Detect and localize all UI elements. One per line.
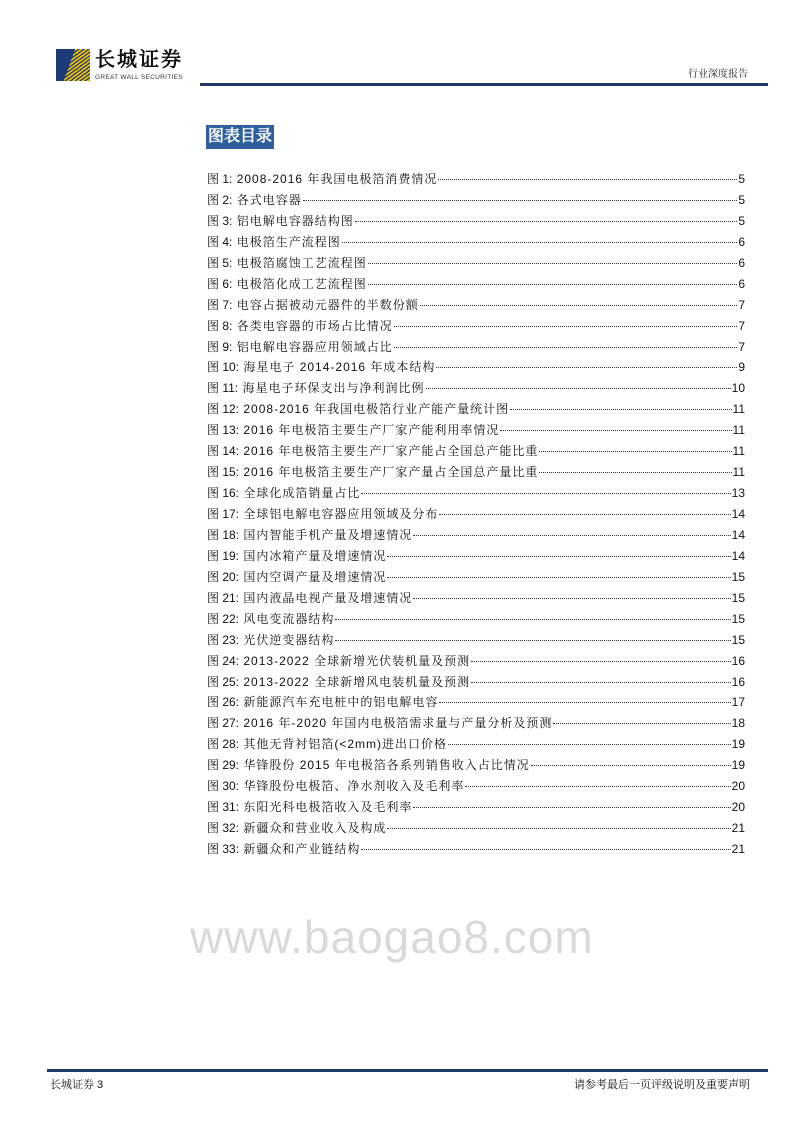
toc-entry-label: 图 3: bbox=[207, 213, 233, 228]
dot-leader bbox=[539, 451, 731, 452]
dot-leader bbox=[335, 619, 730, 620]
toc-entry-page: 7 bbox=[738, 339, 745, 354]
toc-entry-text: 光伏逆变器结构 bbox=[243, 632, 335, 647]
toc-entry-title bbox=[207, 818, 386, 839]
dot-leader bbox=[465, 786, 730, 787]
toc-entry[interactable] bbox=[207, 357, 745, 378]
toc-entry-label: 图 28: bbox=[207, 737, 240, 752]
toc-entry-title bbox=[207, 211, 354, 232]
toc-entry-text: 各类电容器的市场占比情况 bbox=[236, 318, 393, 333]
toc-entry-page: 6 bbox=[738, 234, 745, 249]
dot-leader bbox=[413, 598, 730, 599]
toc-entry-page: 11 bbox=[732, 444, 745, 459]
toc-entry-label: 图 32: bbox=[207, 821, 240, 836]
toc-entry-page: 15 bbox=[731, 611, 745, 626]
toc-entry-text: 海星电子 2014-2016 年成本结构 bbox=[243, 360, 436, 375]
toc-entry-label: 图 11: bbox=[207, 381, 239, 396]
toc-entry-title bbox=[207, 399, 509, 420]
toc-entry-page: 13 bbox=[731, 486, 745, 501]
toc-entry[interactable] bbox=[207, 169, 745, 190]
toc-entry-text: 2016 年电极箔主要生产厂家产量占全国总产量比重 bbox=[243, 465, 539, 480]
toc-entry-label: 图 12: bbox=[207, 402, 240, 417]
dot-leader bbox=[394, 326, 738, 327]
toc-entry-text: 新疆众和产业链结构 bbox=[243, 842, 361, 856]
toc-entry-page: 5 bbox=[738, 192, 745, 207]
toc-entry[interactable] bbox=[207, 483, 745, 504]
toc-entry-text: 全球化成箔销量占比 bbox=[243, 486, 361, 501]
toc-entry-title bbox=[207, 692, 438, 713]
toc-entry-page: 9 bbox=[738, 360, 745, 375]
toc-entry-page: 14 bbox=[731, 527, 745, 542]
toc-entry-page: 6 bbox=[738, 276, 745, 291]
toc-entry[interactable] bbox=[207, 630, 745, 651]
report-type: 行业深度报告 bbox=[688, 69, 748, 80]
toc-entry-text: 国内智能手机产量及增速情况 bbox=[243, 527, 413, 542]
toc-entry-text: 风电变流器结构 bbox=[243, 611, 335, 626]
toc-entry[interactable] bbox=[207, 316, 745, 337]
toc-entry-title bbox=[207, 713, 552, 734]
toc-entry[interactable] bbox=[207, 755, 745, 776]
toc-entry-page: 21 bbox=[731, 842, 745, 856]
dot-leader bbox=[387, 556, 730, 557]
toc-entry-text: 海星电子环保支出与净利润比例 bbox=[242, 381, 425, 396]
dot-leader bbox=[303, 200, 738, 201]
toc-entry-title bbox=[207, 169, 437, 190]
toc-entry-title bbox=[207, 357, 435, 378]
toc-entry-label: 图 10: bbox=[207, 360, 240, 375]
toc-entry-title bbox=[207, 337, 393, 358]
toc-entry-page: 14 bbox=[731, 548, 745, 563]
toc-entry[interactable] bbox=[207, 651, 745, 672]
toc-entry-page: 11 bbox=[732, 465, 745, 480]
toc-entry[interactable] bbox=[207, 734, 745, 755]
toc-entry-title bbox=[207, 378, 425, 399]
header-divider bbox=[200, 83, 768, 86]
brand-name-cn: 长城证券 bbox=[95, 47, 183, 71]
brand-name-en: GREAT WALL SECURITIES bbox=[95, 74, 183, 81]
toc-entry-label: 图 1: bbox=[207, 172, 233, 186]
dot-leader bbox=[448, 744, 731, 745]
toc-entry[interactable] bbox=[207, 776, 745, 797]
dot-leader bbox=[387, 577, 730, 578]
toc-entry-title bbox=[207, 441, 538, 462]
dot-leader bbox=[335, 640, 730, 641]
dot-leader bbox=[361, 849, 730, 850]
toc-entry-page: 6 bbox=[738, 255, 745, 270]
dot-leader bbox=[471, 682, 731, 683]
dot-leader bbox=[436, 367, 737, 368]
toc-entry-title bbox=[207, 190, 302, 211]
toc-entry-title bbox=[207, 651, 470, 672]
toc-entry[interactable] bbox=[207, 818, 745, 839]
toc-entry-text: 电极箔腐蚀工艺流程图 bbox=[236, 255, 367, 270]
dot-leader bbox=[553, 723, 730, 724]
toc-entry-label: 图 25: bbox=[207, 674, 240, 689]
toc-entry-page: 5 bbox=[738, 172, 745, 186]
toc-entry-page: 18 bbox=[731, 716, 745, 731]
toc-entry[interactable] bbox=[207, 232, 745, 253]
toc-entry-title bbox=[207, 672, 470, 693]
toc-entry-title bbox=[207, 274, 367, 295]
toc-title: 图表目录 bbox=[206, 125, 274, 149]
toc-entry-label: 图 30: bbox=[207, 779, 240, 794]
toc-entry-page: 16 bbox=[731, 674, 745, 689]
toc-entry-page: 11 bbox=[732, 402, 745, 417]
toc-entry-title bbox=[207, 567, 386, 588]
toc-entry-label: 图 29: bbox=[207, 758, 240, 773]
toc-entry-title bbox=[207, 609, 334, 630]
dot-leader bbox=[439, 702, 730, 703]
toc-entry-page: 11 bbox=[732, 423, 745, 438]
toc-entry-text: 电极箔化成工艺流程图 bbox=[236, 276, 367, 291]
toc-entry[interactable] bbox=[207, 672, 745, 693]
toc-entry-label: 图 19: bbox=[207, 548, 240, 563]
toc-entry[interactable] bbox=[207, 399, 745, 420]
dot-leader bbox=[539, 472, 731, 473]
toc-entry-text: 全球铝电解电容器应用领域及分布 bbox=[243, 507, 439, 521]
toc-entry-text: 2016 年-2020 年国内电极箔需求量与产量分析及预测 bbox=[243, 716, 553, 731]
toc-entry[interactable] bbox=[207, 797, 745, 818]
toc-entry-page: 15 bbox=[731, 632, 745, 647]
toc-entry-text: 2008-2016 年我国电极箔消费情况 bbox=[236, 172, 438, 186]
toc-entry[interactable] bbox=[207, 546, 745, 567]
toc-entry[interactable] bbox=[207, 567, 745, 588]
toc-entry-text: 电极箔生产流程图 bbox=[236, 234, 341, 249]
toc-entry-title bbox=[207, 546, 386, 567]
toc-entry-title bbox=[207, 630, 334, 651]
toc-entry[interactable] bbox=[207, 609, 745, 630]
dot-leader bbox=[531, 765, 731, 766]
toc-entry-label: 图 8: bbox=[207, 318, 233, 333]
toc-entry-text: 铝电解电容器结构图 bbox=[236, 213, 354, 228]
toc-entry-text: 华锋股份 2015 年电极箔各系列销售收入占比情况 bbox=[243, 758, 530, 773]
toc-entry-page: 14 bbox=[731, 507, 745, 521]
footer-divider bbox=[47, 1069, 768, 1072]
toc-entry-title bbox=[207, 797, 412, 818]
figure-toc-list bbox=[207, 169, 745, 860]
dot-leader bbox=[413, 807, 730, 808]
dot-leader bbox=[438, 179, 737, 180]
toc-entry-title bbox=[207, 776, 464, 797]
toc-entry[interactable] bbox=[207, 253, 745, 274]
toc-entry-label: 图 20: bbox=[207, 569, 240, 584]
dot-leader bbox=[361, 493, 730, 494]
toc-entry-title bbox=[207, 504, 438, 525]
toc-entry-page: 20 bbox=[731, 800, 745, 815]
toc-entry[interactable] bbox=[207, 337, 745, 358]
toc-entry-text: 2013-2022 全球新增光伏装机量及预测 bbox=[243, 653, 471, 668]
toc-entry-label: 图 2: bbox=[207, 192, 233, 207]
toc-entry-text: 电容占据被动元器件的半数份额 bbox=[236, 297, 419, 312]
dot-leader bbox=[342, 242, 738, 243]
toc-entry-label: 图 26: bbox=[207, 695, 240, 710]
toc-entry[interactable] bbox=[207, 713, 745, 734]
toc-entry-page: 16 bbox=[731, 653, 745, 668]
toc-entry-title bbox=[207, 232, 341, 253]
toc-entry-title bbox=[207, 253, 367, 274]
toc-entry-label: 图 17: bbox=[207, 507, 240, 521]
toc-entry-page: 17 bbox=[731, 695, 745, 710]
toc-entry-text: 东阳光科电极箔收入及毛利率 bbox=[243, 800, 413, 815]
dot-leader bbox=[426, 388, 731, 389]
toc-entry[interactable] bbox=[207, 525, 745, 546]
toc-entry-title bbox=[207, 483, 360, 504]
toc-entry-text: 国内液晶电视产量及增速情况 bbox=[243, 590, 413, 605]
watermark: www.baogao8.com bbox=[190, 911, 594, 963]
dot-leader bbox=[471, 661, 731, 662]
toc-entry-page: 7 bbox=[738, 318, 745, 333]
toc-entry-text: 新能源汽车充电桩中的铝电解电容 bbox=[243, 695, 439, 710]
toc-entry-label: 图 9: bbox=[207, 339, 233, 354]
toc-entry-title bbox=[207, 316, 393, 337]
toc-entry[interactable] bbox=[207, 274, 745, 295]
toc-entry-text: 2016 年电极箔主要生产厂家产能占全国总产能比重 bbox=[243, 444, 539, 459]
toc-entry-text: 铝电解电容器应用领域占比 bbox=[236, 339, 393, 354]
toc-entry-label: 图 14: bbox=[207, 444, 240, 459]
toc-entry-text: 2008-2016 年我国电极箔行业产能产量统计图 bbox=[243, 402, 510, 417]
toc-entry-page: 5 bbox=[738, 213, 745, 228]
toc-entry-label: 图 5: bbox=[207, 255, 233, 270]
toc-entry-title bbox=[207, 839, 360, 860]
toc-entry-text: 2016 年电极箔主要生产厂家产能利用率情况 bbox=[243, 423, 500, 438]
toc-entry-text: 其他无背衬铝箔(<2mm)进出口价格 bbox=[243, 737, 448, 752]
toc-entry-page: 10 bbox=[731, 381, 745, 396]
toc-entry-label: 图 24: bbox=[207, 653, 240, 668]
toc-entry-label: 图 6: bbox=[207, 276, 233, 291]
toc-entry-label: 图 7: bbox=[207, 297, 233, 312]
toc-entry-page: 15 bbox=[731, 590, 745, 605]
toc-entry-page: 20 bbox=[731, 779, 745, 794]
toc-entry-text: 华锋股份电极箔、净水剂收入及毛利率 bbox=[243, 779, 465, 794]
dot-leader bbox=[387, 828, 730, 829]
toc-entry[interactable] bbox=[207, 378, 745, 399]
toc-entry-title bbox=[207, 755, 530, 776]
toc-entry-label: 图 23: bbox=[207, 632, 240, 647]
dot-leader bbox=[500, 430, 731, 431]
toc-entry-title bbox=[207, 734, 447, 755]
toc-entry-text: 国内冰箱产量及增速情况 bbox=[243, 548, 387, 563]
footer-page-label: 长城证券 3 bbox=[50, 1079, 104, 1091]
toc-entry-label: 图 21: bbox=[207, 590, 240, 605]
toc-entry-page: 7 bbox=[738, 297, 745, 312]
toc-entry-label: 图 27: bbox=[207, 716, 240, 731]
toc-entry-title bbox=[207, 420, 499, 441]
toc-entry-page: 19 bbox=[731, 737, 745, 752]
toc-entry-label: 图 16: bbox=[207, 486, 240, 501]
toc-entry[interactable] bbox=[207, 588, 745, 609]
toc-entry[interactable] bbox=[207, 420, 745, 441]
toc-entry[interactable] bbox=[207, 211, 745, 232]
toc-entry-title bbox=[207, 588, 412, 609]
toc-entry[interactable] bbox=[207, 692, 745, 713]
toc-entry-label: 图 13: bbox=[207, 423, 240, 438]
dot-leader bbox=[394, 347, 738, 348]
toc-entry-title bbox=[207, 525, 412, 546]
toc-entry-page: 15 bbox=[731, 569, 745, 584]
toc-entry[interactable] bbox=[207, 190, 745, 211]
dot-leader bbox=[439, 514, 730, 515]
toc-entry-title bbox=[207, 295, 419, 316]
dot-leader bbox=[510, 409, 731, 410]
toc-entry-text: 2013-2022 全球新增风电装机量及预测 bbox=[243, 674, 471, 689]
dot-leader bbox=[420, 305, 738, 306]
dot-leader bbox=[368, 263, 738, 264]
toc-entry-label: 图 22: bbox=[207, 611, 240, 626]
toc-entry-page: 19 bbox=[731, 758, 745, 773]
toc-entry-label: 图 4: bbox=[207, 234, 233, 249]
toc-entry-title bbox=[207, 462, 538, 483]
toc-entry-label: 图 18: bbox=[207, 527, 240, 542]
toc-entry-text: 新疆众和营业收入及构成 bbox=[243, 821, 387, 836]
footer-disclaimer: 请参考最后一页评级说明及重要声明 bbox=[574, 1079, 750, 1091]
dot-leader bbox=[368, 284, 738, 285]
toc-entry-page: 21 bbox=[731, 821, 745, 836]
toc-entry-label: 图 31: bbox=[207, 800, 240, 815]
dot-leader bbox=[355, 221, 738, 222]
toc-entry-label: 图 33: bbox=[207, 842, 240, 856]
toc-entry-label: 图 15: bbox=[207, 465, 240, 480]
toc-entry[interactable] bbox=[207, 441, 745, 462]
dot-leader bbox=[413, 535, 730, 536]
toc-entry[interactable] bbox=[207, 462, 745, 483]
great-wall-logo-icon bbox=[56, 49, 90, 81]
toc-entry[interactable] bbox=[207, 504, 745, 525]
toc-entry-text: 国内空调产量及增速情况 bbox=[243, 569, 387, 584]
toc-entry[interactable] bbox=[207, 295, 745, 316]
toc-entry-text: 各式电容器 bbox=[236, 192, 302, 207]
toc-entry[interactable] bbox=[207, 839, 745, 860]
